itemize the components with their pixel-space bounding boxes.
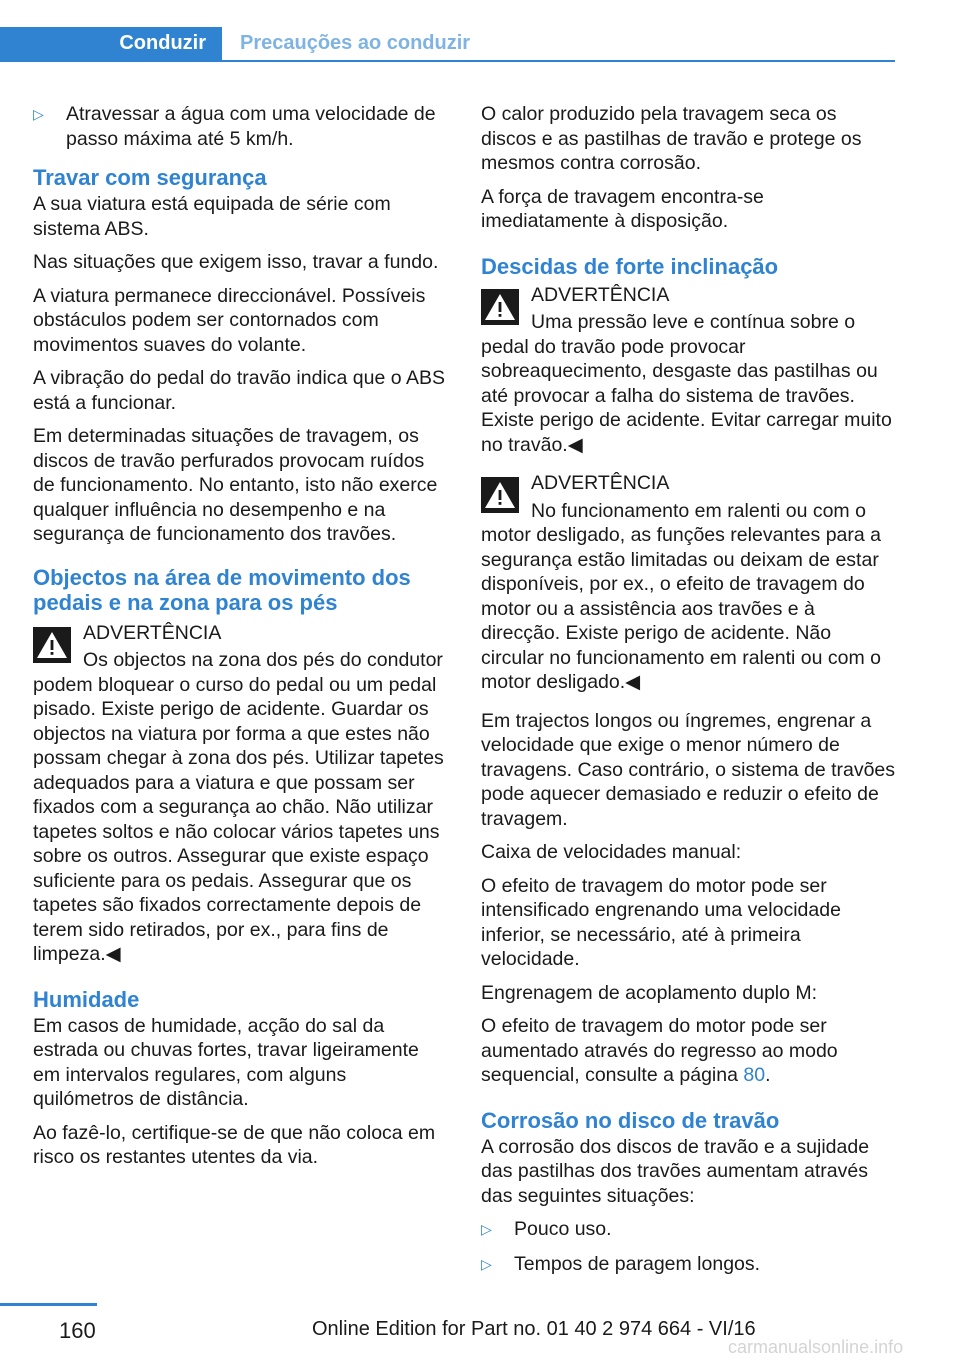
- edition-note: Online Edition for Part no. 01 40 2 974 664 - VI/16: [312, 1318, 756, 1340]
- warning-text: Os objectos na zona dos pés do condutor podem bloquear o curso do pedal ou um pedal pisado. Existe perigo de acidente. Guardar os objectos na viatura por forma a que estes não possam chegar à zona dos pés. Utilizar tapetes adequados para a viatura e que possam ser fixados com a segurança ao chão. Não utilizar tapetes soltos e não colocar vários tapetes uns sobre os outros. Assegurar que existe espaço suficiente para os pedais. Assegurar que os tapetes são fixados correctamente depois de terem sido retirados, por ex., para fins de limpeza.◀: [33, 649, 444, 965]
- warning-title: ADVERTÊNCIA: [83, 621, 222, 644]
- paragraph: Em trajectos longos ou íngremes, engrenar a velocidade que exige o menor número de travagens. Caso contrário, o sistema de travões pode aquecer demasiado e reduzir o efeito de travagem.: [481, 709, 896, 830]
- paragraph-end: .: [765, 1064, 771, 1086]
- list-item-text: Atravessar a água com uma velocidade de passo máxima até 5 km/h.: [66, 103, 436, 150]
- heading-objectos: Objectos na área de movimento dos pedais e na zona para os pés: [33, 564, 411, 615]
- warning-box: [481, 471, 897, 695]
- paragraph: Engrenagem de acoplamento duplo M:: [481, 981, 818, 1004]
- warning-triangle-icon: [33, 627, 71, 663]
- heading-corrosao: Corrosão no disco de travão: [481, 1107, 780, 1133]
- page-header: [0, 0, 960, 62]
- paragraph: Caixa de velocidades manual:: [481, 841, 742, 863]
- list-item-text: Tempos de paragem longos.: [514, 1252, 761, 1275]
- watermark: carmanualsonline.info: [728, 1337, 904, 1357]
- list-item: [33, 102, 449, 151]
- triangle-right-icon: ▷: [33, 106, 44, 122]
- section-tab-precaucoes[interactable]: Precauções ao conduzir: [240, 32, 471, 54]
- heading-descidas: Descidas de forte inclinação: [481, 253, 779, 279]
- list-item: [481, 1252, 897, 1277]
- triangle-right-icon: ▷: [481, 1221, 492, 1237]
- warning-title: ADVERTÊNCIA: [531, 283, 670, 306]
- right-column: [481, 102, 897, 1286]
- paragraph: A vibração do pedal do travão indica que o ABS está a funcionar.: [33, 367, 445, 414]
- paragraph: [481, 1014, 897, 1088]
- warning-triangle-icon: [481, 477, 519, 513]
- list-item-text: Pouco uso.: [514, 1218, 612, 1240]
- warning-title: ADVERTÊNCIA: [531, 472, 670, 494]
- paragraph: Ao fazê-lo, certifique-se de que não coloca em risco os restantes utentes da via.: [33, 1121, 436, 1168]
- header-divider: [0, 60, 895, 62]
- warning-triangle-icon: [481, 289, 519, 325]
- warning-text: Uma pressão leve e contínua sobre o pedal do travão pode provocar sobreaquecimento, desgaste das pastilhas ou até provocar a falha do sistema de travões. Existe perigo de acidente. Evitar carregar muito no travão.◀: [481, 311, 892, 456]
- paragraph: O efeito de travagem do motor pode ser intensificado engrenando uma velocidade inferior, se necessário, até à primeira velocidade.: [481, 874, 841, 970]
- paragraph: Em casos de humidade, acção do sal da estrada ou chuvas fortes, travar ligeiramente em intervalos regulares, com alguns quilómetros de distância.: [33, 1014, 419, 1110]
- paragraph: Nas situações que exigem isso, travar a fundo.: [33, 251, 439, 273]
- paragraph: A força de travagem encontra-se imediatamente à disposição.: [481, 185, 764, 232]
- left-column: [33, 102, 449, 1179]
- footer-divider: [0, 1303, 97, 1306]
- paragraph-text: O efeito de travagem do motor pode ser aumentado através do regresso ao modo sequencial, consulte a página: [481, 1015, 838, 1086]
- heading-travar: Travar com segurança: [33, 165, 267, 190]
- section-tab-conduzir[interactable]: Conduzir: [0, 27, 222, 60]
- paragraph: O calor produzido pela travagem seca os discos e as pastilhas de travão e protege os mesmos contra corrosão.: [481, 103, 862, 174]
- page-number: 160: [59, 1318, 96, 1343]
- heading-humidade: Humidade: [33, 986, 140, 1012]
- paragraph: A viatura permanece direccionável. Possíveis obstáculos podem ser contornados com movimentos suaves do volante.: [33, 284, 426, 356]
- list-item: [481, 1217, 897, 1242]
- warning-text: No funcionamento em ralenti ou com o motor desligado, as funções relevantes para a segurança estão limitadas ou deixam de estar disponíveis, por ex., o efeito de travagem do motor ou a assistência aos travões e à direcção. Existe perigo de acidente. Não circular no funcionamento em ralenti ou com o motor desligado.◀: [481, 499, 881, 693]
- triangle-right-icon: ▷: [481, 1255, 492, 1272]
- warning-box: [481, 283, 897, 458]
- warning-box: [33, 621, 449, 967]
- paragraph: A sua viatura está equipada de série com sistema ABS.: [33, 193, 391, 240]
- page-reference-link[interactable]: 80: [743, 1064, 766, 1086]
- paragraph: Em determinadas situações de travagem, os discos de travão perfurados provocam ruídos de funcionamento. No entanto, isto não exerce qualquer influência no desempenho e na segurança de funcionamento dos travões.: [33, 425, 438, 545]
- paragraph: A corrosão dos discos de travão e a sujidade das pastilhas dos travões aumentam através das seguintes situações:: [481, 1135, 870, 1207]
